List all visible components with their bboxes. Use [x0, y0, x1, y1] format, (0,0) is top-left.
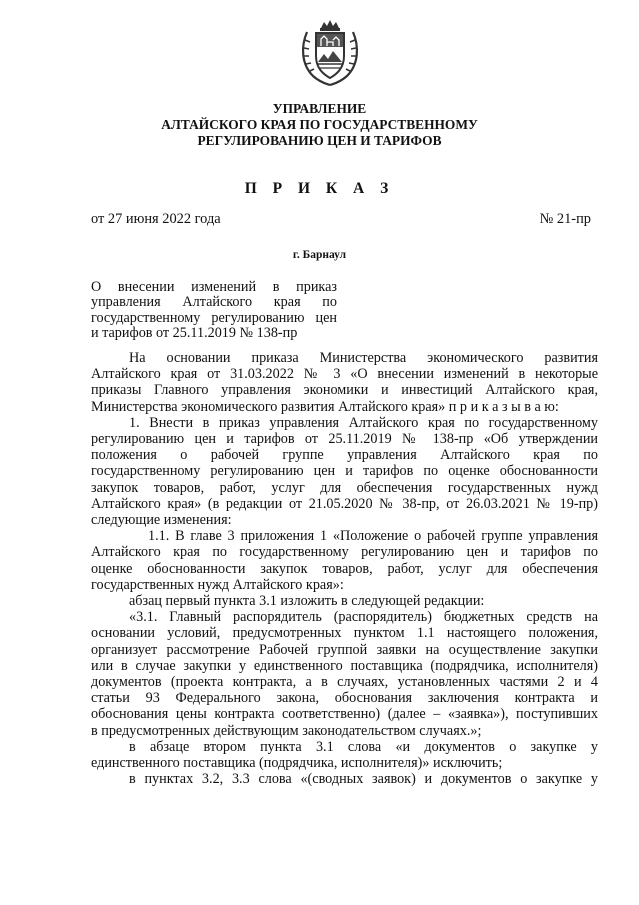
body-line: основании условий, предусмотренных пунктом 1.1 настоящего положения,	[91, 625, 598, 642]
document-city: г. Барнаул	[292, 249, 347, 261]
body-line: в предусмотренных действующим законодательством случаях.»;	[91, 722, 482, 739]
body-line: государственных нужд Алтайского края»:	[91, 576, 344, 593]
body-line: На основании приказа Министерства экономического развития	[129, 350, 598, 366]
subject-line: государственному регулированию цен	[91, 310, 337, 326]
body-line: единственного поставщика (подрядчика, исполнителя)» исключить;	[91, 755, 503, 772]
org-line-3: РЕГУЛИРОВАНИЮ ЦЕН И ТАРИФОВ	[197, 133, 442, 148]
body-line: закупок товаров, работ, услуг для обеспечения государственных нужд	[91, 479, 598, 496]
document-subject	[91, 280, 337, 341]
body-line: или в случае закупки у единственного поставщика (подрядчика, исполнителя)	[91, 657, 598, 674]
org-line-1: УПРАВЛЕНИЕ	[272, 101, 367, 116]
body-line: абзац первый пункта 3.1 изложить в следующей редакции:	[129, 593, 485, 610]
document-body	[91, 350, 598, 787]
body-line: 1. Внести в приказ управления Алтайского края по государственному	[129, 414, 598, 431]
body-line: регулированию цен и тарифов от 25.11.2019 № 138-пр «Об утверждении	[91, 431, 598, 448]
body-line: Министерства экономического развития Алтайского края» п р и к а з ы в а ю:	[91, 398, 559, 415]
body-line: Алтайского края» (в редакции от 21.05.2020 № 38-пр, от 26.03.2021 № 19-пр)	[91, 495, 598, 512]
body-line: Алтайского края от 31.03.2022 № 3 «О внесении изменений в некоторые	[91, 366, 598, 383]
subject-line: О внесении изменений в приказ	[91, 280, 337, 295]
document-number: № 21-пр	[539, 211, 591, 227]
document-date: от 27 июня 2022 года	[91, 211, 221, 227]
body-line: «3.1. Главный распорядитель (распорядитель) бюджетных средств на	[129, 609, 598, 626]
body-line: оценке обоснованности закупок товаров, работ, услуг для обеспечения	[91, 560, 598, 577]
body-line: в пунктах 3.2, 3.3 слова «(сводных заявок) и документов о закупке у	[129, 771, 598, 788]
subject-line: управления Алтайского края по	[91, 295, 337, 311]
body-line: Алтайского края по государственному регулированию цен и тарифов по	[91, 544, 598, 561]
body-line: статьи 93 Федерального закона, обоснования заключения контракта и	[91, 690, 598, 707]
body-line: положения о рабочей группе управления Алтайского края по	[91, 447, 598, 464]
body-line: следующие изменения:	[91, 512, 232, 529]
body-line: 1.1. В главе 3 приложения 1 «Положение о рабочей группе управления	[148, 528, 598, 545]
coat-of-arms-icon	[297, 18, 363, 88]
body-line: приказы Главного управления экономики и инвестиций Алтайского края,	[91, 382, 598, 399]
body-line: в абзаце втором пункта 3.1 слова «и документов о закупке у	[129, 738, 598, 755]
org-line-2: АЛТАЙСКОГО КРАЯ ПО ГОСУДАРСТВЕННОМУ	[161, 117, 478, 132]
body-line: обоснования цены контракта соответственно) (далее – «заявка»), поступивших	[91, 706, 598, 723]
body-line: государственному регулированию цен и тарифов по оценке обоснованности	[91, 463, 598, 480]
body-line: документов (проекта контракта, а в случаях, установленных частями 2 и 4	[91, 674, 598, 691]
subject-line: и тарифов от 25.11.2019 № 138-пр	[91, 325, 298, 341]
organization-name	[0, 101, 639, 149]
body-line: организует рассмотрение Рабочей группой заявки на осуществление закупки	[91, 641, 598, 658]
document-title: П Р И К А З	[244, 180, 395, 197]
